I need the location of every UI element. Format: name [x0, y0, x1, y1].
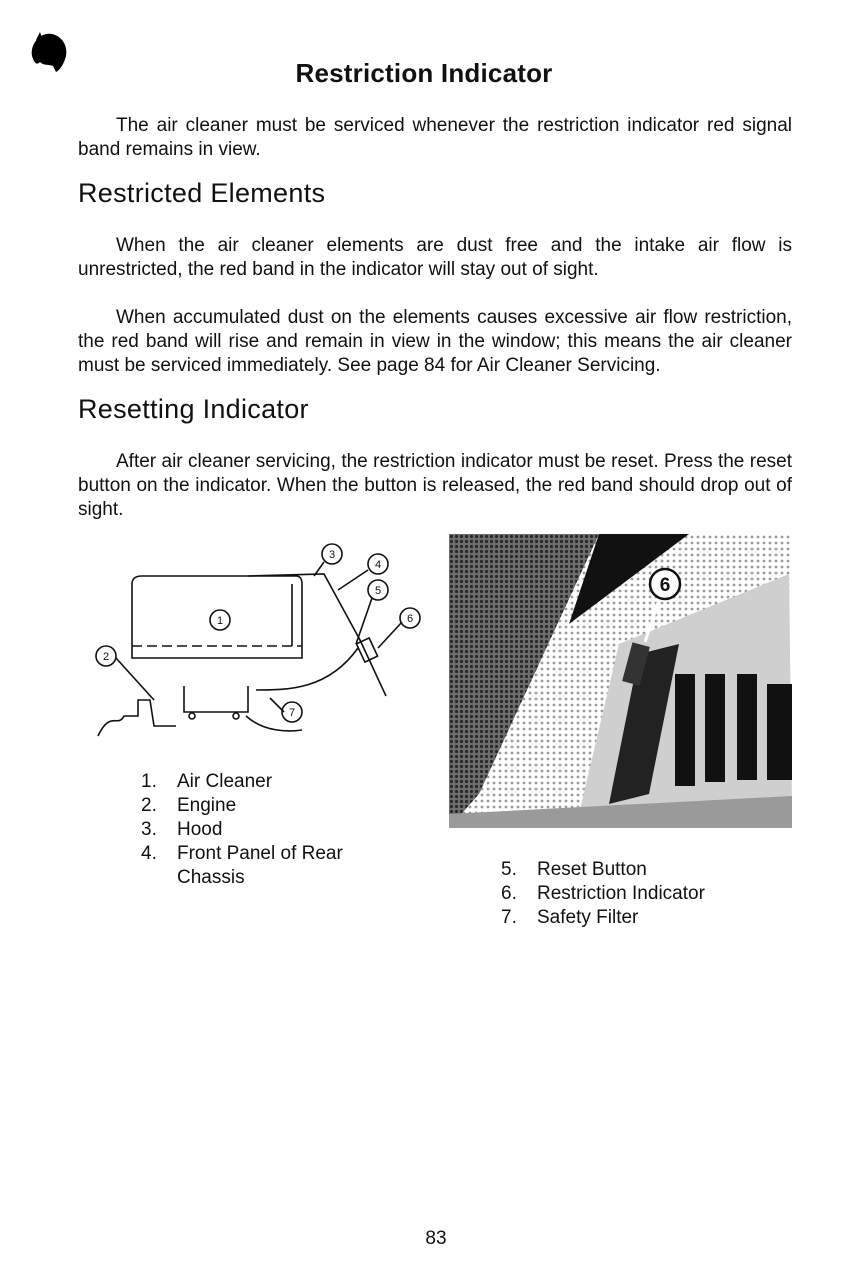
legend-label: Hood — [177, 819, 223, 840]
legend-label: Restriction Indicator — [537, 883, 705, 904]
grille-slot-1 — [675, 674, 695, 786]
resetting-paragraph: After air cleaner servicing, the restriction indicator must be reset. Press the reset button on the indicator. When the button is released, the red band should drop out of sight. — [78, 451, 792, 520]
restricted-paragraph-2: When accumulated dust on the elements causes excessive air flow restriction, the red band will rise and remain in view in the window; this means the air cleaner must be serviced immediately. See page 84 for Air Cleaner Servicing. — [78, 307, 792, 376]
legend-num: 2. — [141, 795, 157, 816]
legend-num: 6. — [501, 883, 517, 904]
legend-left — [141, 770, 377, 890]
callout-5: 5 — [374, 585, 382, 597]
legend-item — [141, 818, 377, 842]
legend-num: 5. — [501, 859, 517, 880]
legend-label: Safety Filter — [537, 907, 639, 928]
intro-paragraph: The air cleaner must be serviced whenever the restriction indicator red signal band remains in view. — [78, 115, 792, 160]
legend-item — [501, 858, 737, 882]
legend-num: 1. — [141, 771, 157, 792]
callout-1: 1 — [216, 615, 224, 627]
page-title: Restriction Indicator — [295, 58, 553, 88]
callout-6: 6 — [406, 613, 414, 625]
legend-item — [501, 882, 737, 906]
hose-line — [256, 648, 358, 690]
grille-slot-4 — [767, 684, 792, 780]
legend-right — [501, 858, 737, 930]
callout-2: 2 — [102, 651, 110, 663]
heading-resetting-indicator: Resetting Indicator — [78, 394, 309, 424]
callout-4: 4 — [374, 559, 382, 571]
legend-item — [501, 906, 737, 930]
hood-outline — [248, 574, 386, 696]
legend-item — [141, 794, 377, 818]
legend-num: 3. — [141, 819, 157, 840]
legend-num: 4. — [141, 843, 157, 864]
indicator-shape — [356, 638, 377, 662]
engine-outline — [98, 700, 176, 736]
callout-3: 3 — [328, 549, 336, 561]
page-number: 83 — [425, 1228, 447, 1249]
callout-7: 7 — [288, 707, 296, 719]
grille-slot-2 — [705, 674, 725, 782]
indicator-photo — [449, 534, 792, 828]
engine-bolt-left — [189, 713, 195, 719]
engine-bolt-right — [233, 713, 239, 719]
legend-num: 7. — [501, 907, 517, 928]
air-cleaner-diagram — [88, 540, 433, 740]
heading-restricted-elements: Restricted Elements — [78, 178, 326, 208]
grille-slot-3 — [737, 674, 757, 780]
photo-callout-6: 6 — [659, 575, 671, 596]
legend-label: Engine — [177, 795, 237, 816]
legend-item — [141, 842, 377, 890]
engine-base — [184, 686, 248, 712]
legend-item — [141, 770, 377, 794]
legend-label: Air Cleaner — [177, 771, 273, 792]
restricted-paragraph-1: When the air cleaner elements are dust free and the intake air flow is unrestricted, the red band in the indicator will stay out of sight. — [78, 235, 792, 280]
legend-label: Front Panel of Rear Chassis — [177, 843, 343, 888]
legend-label: Reset Button — [537, 859, 647, 880]
